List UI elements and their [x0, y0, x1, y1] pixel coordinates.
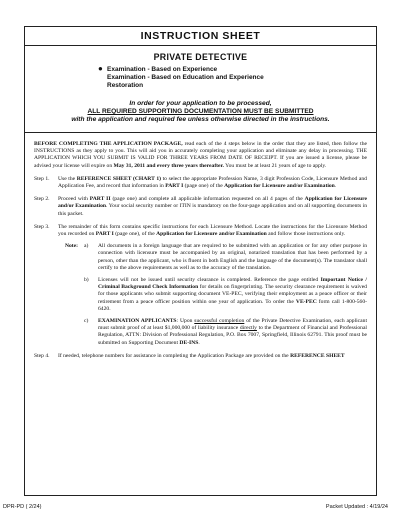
step-text: If needed, telephone numbers for assistance in completing the Application Package are provided on the REFERENCE SHEET — [58, 352, 345, 359]
step-text: The remainder of this form contains specific instructions for each Licensure Method. Locate the instructions for the Licensure Method you recorded on PART I (page one), of the Application for Licensure and/or Examination and follow those instructions only. — [58, 223, 367, 238]
step-4 — [34, 353, 367, 360]
step-3 — [34, 224, 367, 238]
section-divider — [25, 132, 376, 133]
note-letter: c) — [84, 318, 89, 325]
step-number: Step 1. — [34, 175, 50, 182]
page-title: INSTRUCTION SHEET — [25, 27, 376, 46]
intro-lead: BEFORE COMPLETING THE APPLICATION PACKAGE, — [34, 141, 183, 147]
profession-title: PRIVATE DETECTIVE — [153, 52, 248, 62]
note-letter: b) — [84, 277, 89, 284]
form-id: DPR-PD ( 2/24) — [3, 504, 42, 510]
intro-expiry: May 31, 2011 and every three years thereafter. — [113, 162, 224, 169]
note-text: All documents in a foreign language that are required to be submitted with an application or for any other purpose in connection with licensure must be accompanied by an original, notarized translation that has been performed by a person, other than the applicant, who is fluent in both English and the language of the document(s). The translator shall certify to the above requirements as well as to the accuracy of the translation. — [98, 243, 367, 271]
note-text: Licenses will not be issued until security clearance is completed. Reference the page entitled Important Notice / Criminal Background Check Information for details on fingerprinting. The security clearance requirement is waived for those applicants who submit supporting document VE-PEC, verifying their employment as a peace officer or their retirement from a peace officer position within one year of application. To order the VE-PEC form call 1-800-560-6420. — [98, 277, 368, 312]
note-text: EXAMINATION APPLICANTS: Upon successful completion of the Private Detective Examination, each applicant must submit proof of at least $1,000,000 of liability insurance directly to the Department of Financial and Professional Regulation, ATTN: Division of Professional Regulation, P.O. Box 7007, Springfield, Illinois 62791. This proof must be submitted on Supporting Document DE-INS. — [98, 318, 367, 346]
application-type-item: Examination - Based on Experience — [107, 66, 218, 73]
processing-notice — [25, 100, 376, 124]
notice-line-3: with the application and required fee unless otherwise directed in the instructions. — [71, 116, 330, 123]
intro-paragraph — [34, 141, 367, 170]
step-text: Use the REFERENCE SHEET (CHART 1) to select the appropriate Profession Name, 3 digit Profession Code, Licensure Method and Application Fee, and record that information in PART I (page one) of the Application for Licensure and/or Examination. — [58, 175, 367, 190]
step-1 — [34, 176, 367, 190]
step-number: Step 4. — [34, 352, 50, 359]
intro-tail: You must be at least 21 years of age to apply. — [223, 162, 327, 169]
application-type-item: Restoration — [107, 82, 144, 89]
step-2 — [34, 196, 367, 218]
bullet-icon: ● — [98, 64, 103, 73]
step-text: Proceed with PART II (page one) and complete all applicable information requested on all 4 pages of the Application for Licensure and/or Examination. Your social security number or ITIN is mandatory on the four-page application and on all supporting documents in this packet. — [58, 196, 367, 217]
note-letter: a) — [84, 243, 89, 250]
application-types-list — [98, 64, 376, 90]
notice-line-1: In order for your application to be processed, — [129, 100, 272, 107]
intro-body: read each of the 4 steps below in the order that they are listed, then follow the INSTRUCTIONS as they apply to you. This will aid you in accurately completing your application and eliminate any delay in processing. THE APPLICATION WHICH YOU SUBMIT IS VALID FOR THREE YEARS FROM DATE OF RECEIPT. If you are issued a license, please be advised your license will expire on — [34, 141, 367, 169]
note-a — [34, 243, 367, 272]
note-b — [34, 277, 367, 313]
notice-line-2: ALL REQUIRED SUPPORTING DOCUMENTATION MUST BE SUBMITTED — [87, 108, 314, 115]
step-number: Step 2. — [34, 196, 50, 203]
packet-updated-date: Packet Updated : 4/19/24 — [325, 504, 388, 510]
application-type-item: Examination - Based on Education and Experience — [107, 74, 264, 81]
note-label: Note: — [64, 243, 78, 250]
note-c — [34, 318, 367, 347]
step-number: Step 3. — [34, 223, 50, 230]
instruction-sheet-frame — [24, 26, 377, 496]
